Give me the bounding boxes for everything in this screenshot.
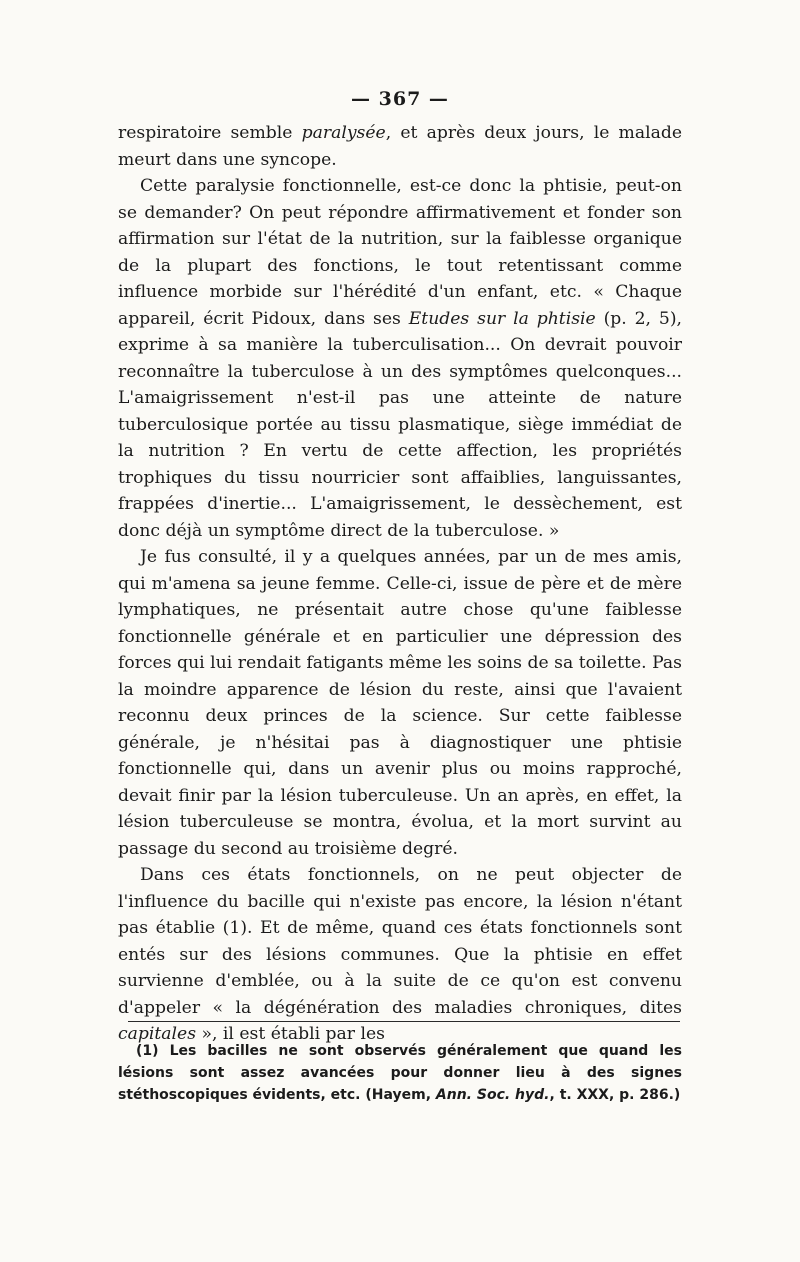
paragraph-3: Je fus consulté, il y a quelques années, par un de mes amis, qui m'amena sa jeune femme. Celle-ci, issue de père et de mère lymphatiques, ne présentait autre chose qu'une faiblesse fonctionnelle générale et en particulier une dépression des forces qui lui rendait fatigants même les soins de sa toilette. Pas la moindre apparence de lésion du reste, ainsi que l'avaient reconnu deux princes de la science. Sur cette faiblesse générale, je n'hésitai pas à diagnostiquer une phtisie fonctionnelle qui, dans un avenir plus ou moins rapproché, devait finir par la lésion tuberculeuse. Un an après, en effet, la lésion tuberculeuse se montra, évolua, et la mort survint au passage du second au troisième degré. — [118, 547, 682, 859]
italic-span: paralysée — [301, 123, 386, 143]
paragraph-4 — [118, 862, 682, 1048]
italic-span: capitales — [118, 1024, 197, 1044]
text-span: », il est établi par les — [196, 1024, 385, 1044]
paragraph-1 — [118, 120, 682, 173]
page-number: — 367 — — [351, 88, 449, 110]
main-text — [118, 120, 682, 1048]
text-span: Cette paralysie fonctionnelle, est-ce donc la phtisie, peut-on se demander? On peut répondre affirmativement et fonder son affirmation sur l'état de la nutrition, sur la faiblesse organique de la plupart des fonctions, le tout retentissant comme influence morbide sur l'hérédité d'un enfant, etc. « Chaque appareil, écrit Pidoux, dans ses — [118, 176, 682, 329]
paragraph-2 — [118, 173, 682, 544]
page-body — [118, 88, 682, 1048]
footnote — [118, 1040, 682, 1106]
text-span: , et après deux jours, le malade meurt dans une syncope. — [118, 123, 683, 170]
footnote-text — [118, 1040, 682, 1106]
text-span: (p. 2, 5), exprime à sa manière la tuberculisation... On devrait pouvoir reconnaître la tuberculose à un des symptômes quelconques... L'amaigrissement n'est-il pas une atteinte de nature tuberculosique portée au tissu plasmatique, siège immédiat de la nutrition ? En vertu de cette affection, les propriétés trophiques du tissu nourricier sont affaiblies, languissantes, frappées d'inertie... L'amaigrissement, le dessèchement, est donc déjà un symptôme direct de la tuberculose. » — [118, 308, 682, 541]
italic-span: Ann. Soc. hyd. — [435, 1087, 550, 1103]
italic-span: Etudes sur la phtisie — [408, 308, 596, 329]
text-span: (1) Les bacilles ne sont observés généralement que quand les lésions sont assez avancées pour donner lieu à des signes stéthoscopiques évidents, etc. (Hayem, — [118, 1043, 682, 1103]
footnote-divider — [128, 1021, 680, 1022]
text-span: Dans ces états fonctionnels, on ne peut objecter de l'influence du bacille qui n'existe pas encore, la lésion n'étant pas établie (1). Et de même, quand ces états fonctionnels sont entés sur des lésions communes. Que la phtisie en effet survienne d'emblée, ou à la suite de ce qu'on est convenu d'appeler « la dégénération des maladies chroniques, dites — [118, 865, 682, 1018]
text-span: , t. XXX, p. 286.) — [549, 1087, 681, 1103]
text-span: respiratoire semble — [118, 123, 302, 143]
